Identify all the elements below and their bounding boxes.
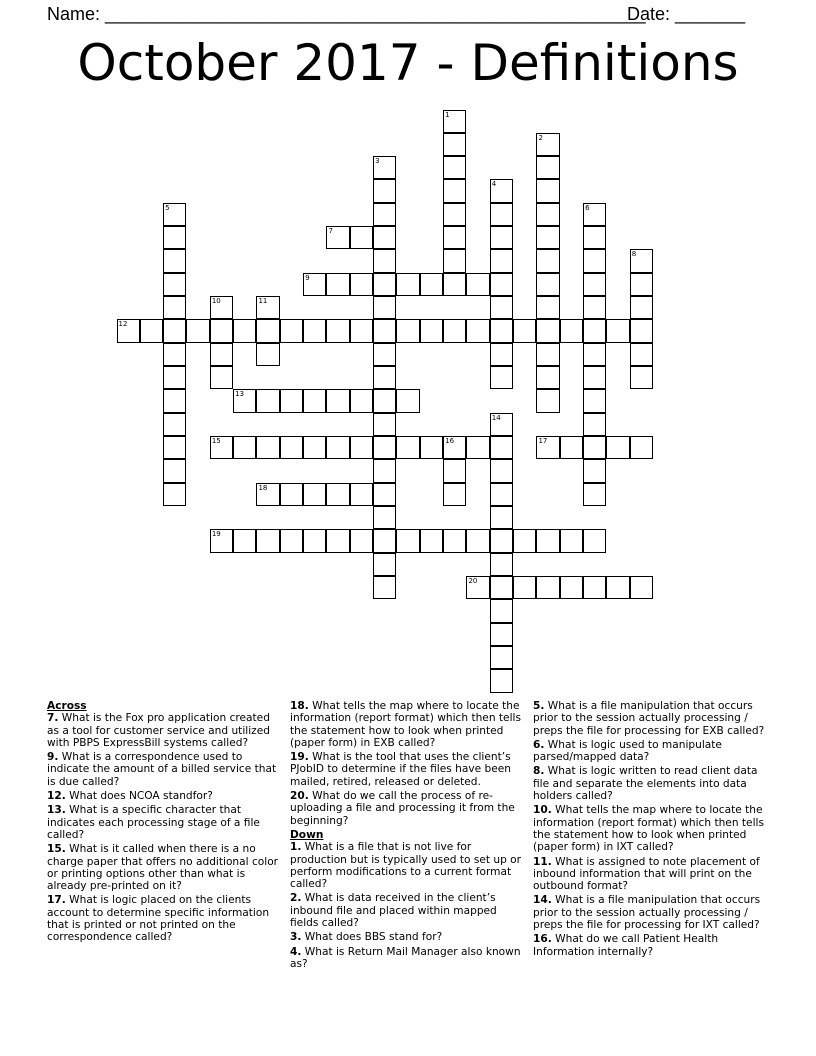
grid-cell[interactable]: [490, 436, 513, 459]
grid-cell[interactable]: [396, 273, 419, 296]
clue-text: What tells the map where to locate the information (report format) which then tells the statement how to look when printed (paper form) in EXB called?: [290, 700, 521, 749]
grid-cell[interactable]: [630, 296, 653, 319]
grid-cell[interactable]: [536, 319, 559, 342]
grid-cell[interactable]: [536, 273, 559, 296]
grid-cell[interactable]: [560, 319, 583, 342]
grid-cell[interactable]: [210, 436, 233, 459]
grid-cell[interactable]: [420, 436, 443, 459]
clue-number-label: 18.: [290, 700, 309, 712]
grid-cell[interactable]: [490, 343, 513, 366]
grid-cell[interactable]: [583, 273, 606, 296]
grid-cell[interactable]: [163, 319, 186, 342]
grid-cell[interactable]: [560, 529, 583, 552]
clue-item: [533, 739, 771, 764]
grid-cell[interactable]: [490, 273, 513, 296]
grid-cell[interactable]: [583, 203, 606, 226]
grid-cell[interactable]: [490, 366, 513, 389]
grid-cell[interactable]: [163, 483, 186, 506]
grid-cell[interactable]: [490, 483, 513, 506]
grid-cell[interactable]: [513, 529, 536, 552]
clue-text: What tells the map where to locate the information (report format) which then tells the statement how to look when printed (paper form) in IXT called?: [533, 804, 764, 854]
clue-number: 4: [491, 180, 497, 189]
clue-number-label: 10.: [533, 804, 552, 817]
grid-cell[interactable]: [420, 319, 443, 342]
grid-cell[interactable]: [583, 576, 606, 599]
grid-cell[interactable]: [396, 529, 419, 552]
clue-text: What is a specific character that indicates each processing stage of a file called?: [47, 804, 260, 841]
clue-number-label: 20.: [290, 790, 309, 803]
clue-number: 10: [211, 297, 221, 306]
clue-number-label: 8.: [533, 765, 545, 778]
grid-cell[interactable]: [256, 389, 279, 412]
grid-cell[interactable]: [256, 436, 279, 459]
clue-text: What does BBS stand for?: [301, 931, 443, 944]
grid-cell[interactable]: [326, 483, 349, 506]
grid-cell[interactable]: [583, 436, 606, 459]
date-field-label: Date: _______: [627, 4, 746, 24]
grid-cell[interactable]: [420, 273, 443, 296]
grid-cell[interactable]: [583, 319, 606, 342]
clue-text: What is Return Mail Manager also known as?: [290, 945, 521, 970]
grid-cell[interactable]: [373, 436, 396, 459]
clue-number-label: 3.: [290, 931, 302, 944]
grid-cell[interactable]: [303, 529, 326, 552]
grid-cell[interactable]: [583, 529, 606, 552]
grid-cell[interactable]: [583, 226, 606, 249]
clue-item: [533, 856, 771, 893]
grid-cell[interactable]: [350, 226, 373, 249]
grid-cell[interactable]: [490, 576, 513, 599]
grid-cell[interactable]: [490, 226, 513, 249]
clue-item: [533, 804, 771, 853]
clue-text: What is the Fox pro application created as a tool for customer service and utilized with PBPS ExpressBill systems called?: [47, 712, 270, 749]
grid-cell[interactable]: [583, 249, 606, 272]
clue-number-label: 1.: [290, 841, 302, 854]
grid-cell[interactable]: [210, 343, 233, 366]
grid-cell[interactable]: [513, 319, 536, 342]
grid-cell[interactable]: [350, 436, 373, 459]
grid-cell[interactable]: [490, 669, 513, 692]
clue-number-label: 11.: [533, 855, 552, 868]
grid-cell[interactable]: [280, 436, 303, 459]
grid-cell[interactable]: [373, 319, 396, 342]
grid-cell[interactable]: [163, 296, 186, 319]
grid-cell[interactable]: [420, 529, 443, 552]
clue-text: What is the tool that uses the client’s PJobID to determine if the files have been mailed, retired, released or deleted.: [290, 751, 511, 788]
grid-cell[interactable]: [280, 529, 303, 552]
grid-cell[interactable]: [536, 529, 559, 552]
grid-cell[interactable]: [373, 459, 396, 482]
clue-item: [47, 790, 285, 802]
clue-number: 13: [235, 390, 245, 399]
clue-item: [47, 751, 285, 788]
clue-number: 15: [211, 437, 221, 446]
clue-number: 20: [468, 577, 478, 586]
grid-cell[interactable]: [280, 389, 303, 412]
clue-text: What does NCOA standfor?: [65, 790, 213, 803]
clue-number: 3: [375, 157, 380, 166]
grid-cell[interactable]: [490, 646, 513, 669]
clue-item: [290, 946, 528, 971]
grid-cell[interactable]: [396, 436, 419, 459]
clue-text: What is it called when there is a no charge paper that offers no additional color or printing options other than what is already pre-printed on it?: [47, 843, 279, 893]
grid-cell[interactable]: [466, 529, 489, 552]
clue-number: 17: [538, 437, 548, 446]
grid-cell[interactable]: [303, 389, 326, 412]
grid-cell[interactable]: [583, 413, 606, 436]
grid-cell[interactable]: [583, 366, 606, 389]
grid-cell[interactable]: [560, 576, 583, 599]
clue-number-label: 6.: [533, 738, 545, 751]
grid-cell[interactable]: [490, 529, 513, 552]
grid-cell[interactable]: [466, 436, 489, 459]
clue-number: 7: [328, 227, 333, 236]
clue-item: [290, 841, 528, 890]
grid-cell[interactable]: [373, 506, 396, 529]
grid-cell[interactable]: [233, 436, 256, 459]
grid-cell[interactable]: [443, 226, 466, 249]
clue-number-label: 17.: [47, 894, 66, 907]
grid-cell[interactable]: [210, 366, 233, 389]
grid-cell[interactable]: [583, 483, 606, 506]
clue-text: What do we call the process of re-uploading a file and processing it from the beginning?: [290, 790, 515, 827]
clue-number-label: 2.: [290, 892, 302, 905]
grid-cell[interactable]: [536, 436, 559, 459]
grid-cell[interactable]: [350, 389, 373, 412]
grid-cell[interactable]: [373, 249, 396, 272]
grid-cell[interactable]: [536, 249, 559, 272]
grid-cell[interactable]: [233, 529, 256, 552]
grid-cell[interactable]: [163, 273, 186, 296]
clue-number-label: 12.: [47, 790, 66, 803]
grid-cell[interactable]: [350, 483, 373, 506]
grid-cell[interactable]: [373, 553, 396, 576]
grid-cell[interactable]: [536, 576, 559, 599]
grid-cell[interactable]: [303, 436, 326, 459]
grid-cell[interactable]: [630, 366, 653, 389]
clue-number-label: 15.: [47, 843, 66, 856]
clue-item: [47, 712, 285, 749]
clue-text: What is a correspondence used to indicate the amount of a billed service that is due called?: [47, 751, 277, 788]
grid-cell[interactable]: [326, 389, 349, 412]
grid-cell[interactable]: [536, 226, 559, 249]
clue-number-label: 14.: [533, 894, 552, 907]
clue-number: 8: [631, 250, 637, 259]
grid-cell[interactable]: [210, 296, 233, 319]
grid-cell[interactable]: [280, 483, 303, 506]
grid-cell[interactable]: [280, 319, 303, 342]
clue-item: [47, 894, 285, 943]
grid-cell[interactable]: [490, 179, 513, 202]
clue-item: [533, 933, 771, 958]
grid-cell[interactable]: [373, 366, 396, 389]
clue-number: 9: [305, 273, 310, 282]
grid-cell[interactable]: [163, 203, 186, 226]
clue-text: What is data received in the client’s inbound file and placed within mapped fields called?: [290, 892, 497, 930]
grid-cell[interactable]: [256, 483, 279, 506]
grid-cell[interactable]: [163, 366, 186, 389]
clue-number: 18: [258, 483, 268, 492]
clue-text: What is a file manipulation that occurs prior to the session actually processing / preps the file for processing for EXB called?: [533, 700, 765, 737]
clue-text: What is a file that is not live for production but is typically used to set up or perform modifications to a current format called?: [290, 841, 522, 891]
grid-cell[interactable]: [373, 273, 396, 296]
clue-number-label: 4.: [290, 945, 302, 958]
grid-cell[interactable]: [140, 319, 163, 342]
grid-cell[interactable]: [373, 203, 396, 226]
clue-text: What is logic used to manipulate parsed/mapped data?: [533, 738, 722, 764]
grid-cell[interactable]: [373, 179, 396, 202]
grid-cell[interactable]: [210, 319, 233, 342]
grid-cell[interactable]: [373, 413, 396, 436]
grid-cell[interactable]: [443, 156, 466, 179]
grid-cell[interactable]: [536, 366, 559, 389]
grid-cell[interactable]: [443, 179, 466, 202]
grid-cell[interactable]: [490, 413, 513, 436]
grid-cell[interactable]: [630, 273, 653, 296]
clue-item: [290, 790, 528, 827]
grid-cell[interactable]: [303, 273, 326, 296]
clue-number: 16: [445, 437, 455, 446]
clue-item: [290, 751, 528, 788]
grid-cell[interactable]: [490, 553, 513, 576]
grid-cell[interactable]: [373, 576, 396, 599]
grid-cell[interactable]: [350, 319, 373, 342]
grid-cell[interactable]: [373, 226, 396, 249]
down-heading: Down: [290, 828, 324, 841]
grid-cell[interactable]: [490, 459, 513, 482]
clue-number: 11: [258, 297, 268, 306]
grid-cell[interactable]: [513, 576, 536, 599]
clue-number-label: 19.: [290, 751, 309, 764]
grid-cell[interactable]: [163, 459, 186, 482]
grid-cell[interactable]: [536, 156, 559, 179]
grid-cell[interactable]: [630, 436, 653, 459]
clue-text: What is logic placed on the clients account to determine specific information that is printed or not printed on the correspondence called?: [47, 894, 270, 944]
clue-number-label: 13.: [47, 804, 66, 817]
grid-cell[interactable]: [630, 319, 653, 342]
clue-number: 6: [585, 203, 590, 212]
grid-cell[interactable]: [583, 296, 606, 319]
grid-cell[interactable]: [466, 319, 489, 342]
clue-number: 5: [165, 203, 170, 212]
grid-cell[interactable]: [490, 203, 513, 226]
grid-cell[interactable]: [443, 249, 466, 272]
grid-cell[interactable]: [583, 459, 606, 482]
clue-column-1: [47, 700, 285, 946]
grid-cell[interactable]: [326, 226, 349, 249]
grid-cell[interactable]: [536, 179, 559, 202]
grid-cell[interactable]: [466, 576, 489, 599]
grid-cell[interactable]: [443, 436, 466, 459]
grid-cell[interactable]: [443, 483, 466, 506]
clue-column-3: [533, 700, 771, 960]
across-heading: Across: [47, 700, 87, 712]
clue-number-label: 5.: [533, 700, 545, 712]
clue-item: [290, 892, 528, 929]
clue-number: 1: [445, 110, 450, 119]
grid-cell[interactable]: [536, 343, 559, 366]
grid-cell[interactable]: [163, 436, 186, 459]
grid-cell[interactable]: [373, 529, 396, 552]
grid-cell[interactable]: [583, 343, 606, 366]
grid-cell[interactable]: [117, 319, 140, 342]
grid-cell[interactable]: [233, 389, 256, 412]
grid-cell[interactable]: [326, 529, 349, 552]
grid-cell[interactable]: [186, 319, 209, 342]
grid-cell[interactable]: [233, 319, 256, 342]
grid-cell[interactable]: [350, 273, 373, 296]
puzzle-title: October 2017 - Definitions: [77, 34, 739, 92]
grid-cell[interactable]: [536, 203, 559, 226]
grid-cell[interactable]: [163, 226, 186, 249]
grid-cell[interactable]: [256, 529, 279, 552]
grid-cell[interactable]: [630, 249, 653, 272]
clue-number-label: 16.: [533, 933, 552, 946]
grid-cell[interactable]: [536, 296, 559, 319]
clue-item: [290, 700, 528, 749]
grid-cell[interactable]: [490, 506, 513, 529]
grid-cell[interactable]: [396, 389, 419, 412]
grid-cell[interactable]: [373, 389, 396, 412]
clue-number-label: 9.: [47, 751, 59, 764]
grid-cell[interactable]: [443, 203, 466, 226]
grid-cell[interactable]: [560, 436, 583, 459]
grid-cell[interactable]: [303, 319, 326, 342]
grid-cell[interactable]: [490, 249, 513, 272]
grid-cell[interactable]: [210, 529, 233, 552]
grid-cell[interactable]: [256, 296, 279, 319]
grid-cell[interactable]: [443, 133, 466, 156]
grid-cell[interactable]: [326, 319, 349, 342]
clue-item: [533, 894, 771, 931]
grid-cell[interactable]: [490, 296, 513, 319]
grid-cell[interactable]: [443, 273, 466, 296]
grid-cell[interactable]: [443, 110, 466, 133]
grid-cell[interactable]: [443, 529, 466, 552]
grid-cell[interactable]: [396, 319, 419, 342]
clue-item: [290, 931, 528, 943]
clue-number: 2: [538, 133, 543, 142]
clue-item: [533, 765, 771, 802]
clue-number-label: 7.: [47, 712, 59, 725]
grid-cell[interactable]: [606, 576, 629, 599]
clue-number: 14: [491, 413, 501, 422]
grid-cell[interactable]: [443, 319, 466, 342]
grid-cell[interactable]: [163, 413, 186, 436]
grid-cell[interactable]: [326, 273, 349, 296]
grid-cell[interactable]: [163, 343, 186, 366]
clue-item: [47, 804, 285, 841]
grid-cell[interactable]: [373, 296, 396, 319]
grid-cell[interactable]: [256, 343, 279, 366]
grid-cell[interactable]: [326, 436, 349, 459]
grid-cell[interactable]: [490, 319, 513, 342]
grid-cell[interactable]: [606, 436, 629, 459]
name-field-label: Name: ______________________________________________________: [47, 4, 646, 24]
clue-number: 19: [211, 530, 221, 539]
clue-column-2: [290, 700, 528, 972]
grid-cell[interactable]: [373, 483, 396, 506]
grid-cell[interactable]: [466, 273, 489, 296]
clue-text: What is assigned to note placement of inbound information that will print on the outbound format?: [533, 855, 760, 893]
grid-cell[interactable]: [373, 343, 396, 366]
grid-cell[interactable]: [630, 343, 653, 366]
grid-cell[interactable]: [350, 529, 373, 552]
grid-cell[interactable]: [583, 389, 606, 412]
grid-cell[interactable]: [490, 623, 513, 646]
clue-number: 12: [118, 320, 128, 329]
grid-cell[interactable]: [443, 459, 466, 482]
clue-text: What is logic written to read client data file and separate the elements into data holders called?: [533, 765, 758, 803]
grid-cell[interactable]: [163, 249, 186, 272]
grid-cell[interactable]: [256, 319, 279, 342]
grid-cell[interactable]: [373, 156, 396, 179]
grid-cell[interactable]: [536, 389, 559, 412]
grid-cell[interactable]: [163, 389, 186, 412]
grid-cell[interactable]: [606, 319, 629, 342]
clue-item: [47, 843, 285, 892]
clue-text: What is a file manipulation that occurs prior to the session actually processing / preps the file for processing for IXT called?: [533, 894, 761, 932]
grid-cell[interactable]: [303, 483, 326, 506]
clue-text: What do we call Patient Health Information internally?: [533, 933, 719, 958]
grid-cell[interactable]: [490, 599, 513, 622]
clue-item: [533, 700, 771, 737]
grid-cell[interactable]: [536, 133, 559, 156]
grid-cell[interactable]: [630, 576, 653, 599]
